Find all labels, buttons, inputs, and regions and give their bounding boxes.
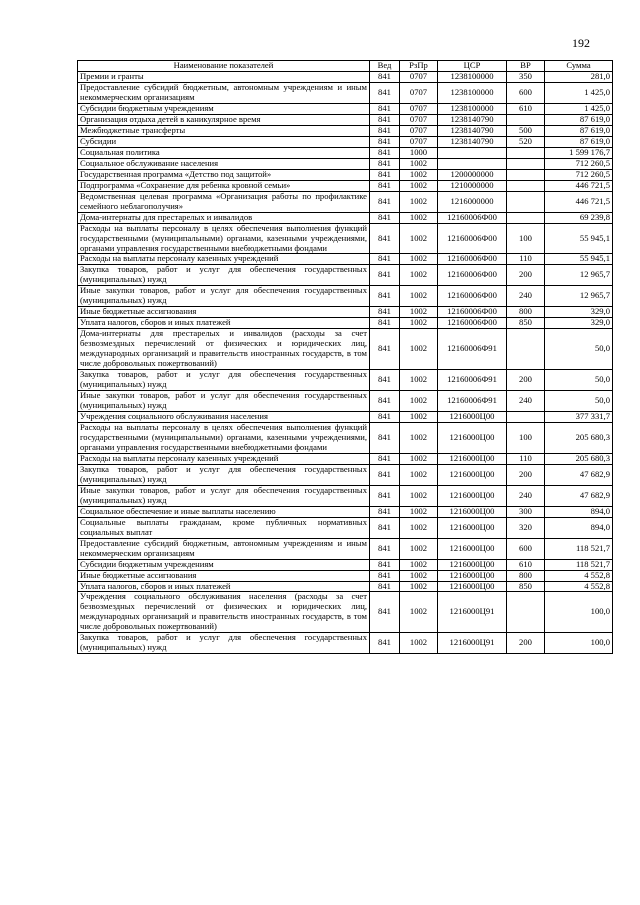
cell-ved: 841 (370, 169, 400, 180)
table-row (78, 412, 613, 423)
cell-sum: 712 260,5 (545, 158, 613, 169)
cell-ved: 841 (370, 147, 400, 158)
cell-vr: 800 (507, 570, 545, 581)
table-row (78, 103, 613, 114)
cell-ved: 841 (370, 72, 400, 83)
column-header-name: Наименование показателей (78, 61, 370, 72)
cell-vr: 200 (507, 464, 545, 485)
cell-rzpr: 1002 (400, 581, 438, 592)
cell-sum: 87 619,0 (545, 125, 613, 136)
cell-ved: 841 (370, 391, 400, 412)
cell-rzpr: 1002 (400, 570, 438, 581)
cell-rzpr: 1002 (400, 212, 438, 223)
cell-csr: 1216000Ц91 (438, 633, 507, 654)
table-row (78, 464, 613, 485)
cell-sum: 118 521,7 (545, 559, 613, 570)
cell-sum: 69 239,8 (545, 212, 613, 223)
cell-sum: 100,0 (545, 592, 613, 633)
cell-sum: 446 721,5 (545, 191, 613, 212)
cell-csr: 12160006Ф00 (438, 254, 507, 265)
cell-sum: 87 619,0 (545, 136, 613, 147)
cell-rzpr: 1002 (400, 559, 438, 570)
cell-ved: 841 (370, 633, 400, 654)
cell-csr: 12160006Ф00 (438, 318, 507, 329)
cell-sum: 377 331,7 (545, 412, 613, 423)
cell-vr: 200 (507, 633, 545, 654)
column-header-csr: ЦСР (438, 61, 507, 72)
cell-sum: 50,0 (545, 391, 613, 412)
cell-ved: 841 (370, 559, 400, 570)
cell-ved: 841 (370, 82, 400, 103)
cell-rzpr: 1002 (400, 307, 438, 318)
cell-csr: 1216000Ц91 (438, 592, 507, 633)
table-row (78, 223, 613, 254)
cell-vr: 600 (507, 82, 545, 103)
cell-name: Субсидии (78, 136, 370, 147)
cell-name: Подпрограмма «Сохранение для ребенка кровной семьи» (78, 180, 370, 191)
cell-rzpr: 1002 (400, 485, 438, 506)
table-row (78, 169, 613, 180)
cell-vr (507, 329, 545, 370)
table-row (78, 286, 613, 307)
cell-name: Социальные выплаты гражданам, кроме публичных нормативных социальных выплат (78, 517, 370, 538)
table-row (78, 592, 613, 633)
cell-ved: 841 (370, 581, 400, 592)
cell-csr: 12160006Ф00 (438, 265, 507, 286)
cell-ved: 841 (370, 114, 400, 125)
cell-name: Расходы на выплаты персоналу казенных учреждений (78, 453, 370, 464)
cell-name: Иные бюджетные ассигнования (78, 307, 370, 318)
cell-csr: 12160006Ф91 (438, 370, 507, 391)
cell-name: Закупка товаров, работ и услуг для обеспечения государственных (муниципальных) нужд (78, 464, 370, 485)
cell-rzpr: 1000 (400, 147, 438, 158)
cell-name: Организация отдыха детей в каникулярное время (78, 114, 370, 125)
cell-rzpr: 1002 (400, 592, 438, 633)
cell-sum: 118 521,7 (545, 538, 613, 559)
cell-ved: 841 (370, 286, 400, 307)
cell-ved: 841 (370, 254, 400, 265)
cell-name: Межбюджетные трансферты (78, 125, 370, 136)
cell-rzpr: 0707 (400, 114, 438, 125)
cell-sum: 1 425,0 (545, 103, 613, 114)
cell-vr (507, 180, 545, 191)
table-row (78, 72, 613, 83)
column-header-rzpr: РзПр (400, 61, 438, 72)
cell-vr: 850 (507, 581, 545, 592)
cell-csr: 12160006Ф00 (438, 307, 507, 318)
cell-rzpr: 1002 (400, 517, 438, 538)
cell-sum: 12 965,7 (545, 286, 613, 307)
cell-ved: 841 (370, 212, 400, 223)
cell-sum: 55 945,1 (545, 254, 613, 265)
cell-ved: 841 (370, 570, 400, 581)
cell-ved: 841 (370, 538, 400, 559)
cell-sum: 446 721,5 (545, 180, 613, 191)
cell-csr: 1238100000 (438, 103, 507, 114)
cell-rzpr: 1002 (400, 453, 438, 464)
table-row (78, 581, 613, 592)
cell-rzpr: 0707 (400, 136, 438, 147)
cell-vr: 100 (507, 223, 545, 254)
cell-sum: 55 945,1 (545, 223, 613, 254)
table-row (78, 147, 613, 158)
cell-csr: 1216000Ц00 (438, 453, 507, 464)
cell-rzpr: 1002 (400, 286, 438, 307)
cell-vr (507, 169, 545, 180)
cell-vr: 350 (507, 72, 545, 83)
cell-sum: 894,0 (545, 517, 613, 538)
cell-vr: 520 (507, 136, 545, 147)
cell-name: Закупка товаров, работ и услуг для обеспечения государственных (муниципальных) нужд (78, 633, 370, 654)
cell-csr: 1200000000 (438, 169, 507, 180)
cell-sum: 1 425,0 (545, 82, 613, 103)
table-row (78, 307, 613, 318)
cell-ved: 841 (370, 412, 400, 423)
table-row (78, 422, 613, 453)
table-row (78, 265, 613, 286)
cell-sum: 87 619,0 (545, 114, 613, 125)
column-header-vr: ВР (507, 61, 545, 72)
cell-sum: 4 552,8 (545, 570, 613, 581)
table-row (78, 180, 613, 191)
cell-vr: 110 (507, 254, 545, 265)
table-row (78, 570, 613, 581)
cell-ved: 841 (370, 223, 400, 254)
cell-ved: 841 (370, 506, 400, 517)
cell-csr: 1216000Ц00 (438, 538, 507, 559)
cell-sum: 712 260,5 (545, 169, 613, 180)
cell-csr: 1216000Ц00 (438, 506, 507, 517)
cell-vr: 200 (507, 370, 545, 391)
cell-name: Расходы на выплаты персоналу в целях обеспечения выполнения функций государственными (муниципальными) органами, казенными учреждениями, органами управления государственными внебюджетными фондами (78, 223, 370, 254)
cell-vr (507, 114, 545, 125)
cell-csr: 1216000Ц00 (438, 485, 507, 506)
cell-name: Учреждения социального обслуживания населения (расходы за счет безвозмездных перечислений от физических и юридических лиц, международных организаций и правительств иностранных государств, в том числе добровольных пожертвований) (78, 592, 370, 633)
cell-name: Дома-интернаты для престарелых и инвалидов (78, 212, 370, 223)
table-body (78, 72, 613, 654)
cell-name: Социальная политика (78, 147, 370, 158)
cell-name: Закупка товаров, работ и услуг для обеспечения государственных (муниципальных) нужд (78, 370, 370, 391)
cell-ved: 841 (370, 464, 400, 485)
cell-csr: 1238140790 (438, 125, 507, 136)
cell-vr: 320 (507, 517, 545, 538)
cell-csr: 1238140790 (438, 136, 507, 147)
cell-name: Уплата налогов, сборов и иных платежей (78, 318, 370, 329)
table-row (78, 318, 613, 329)
cell-sum: 4 552,8 (545, 581, 613, 592)
cell-sum: 205 680,3 (545, 422, 613, 453)
cell-vr (507, 412, 545, 423)
table-row (78, 633, 613, 654)
cell-name: Учреждения социального обслуживания населения (78, 412, 370, 423)
cell-sum: 329,0 (545, 318, 613, 329)
cell-ved: 841 (370, 103, 400, 114)
cell-csr: 1216000Ц00 (438, 464, 507, 485)
cell-sum: 12 965,7 (545, 265, 613, 286)
table-row (78, 136, 613, 147)
cell-ved: 841 (370, 136, 400, 147)
cell-name: Субсидии бюджетным учреждениям (78, 559, 370, 570)
cell-sum: 50,0 (545, 329, 613, 370)
cell-ved: 841 (370, 370, 400, 391)
cell-ved: 841 (370, 191, 400, 212)
cell-ved: 841 (370, 422, 400, 453)
cell-vr: 110 (507, 453, 545, 464)
cell-ved: 841 (370, 592, 400, 633)
cell-name: Уплата налогов, сборов и иных платежей (78, 581, 370, 592)
cell-vr: 240 (507, 286, 545, 307)
cell-ved: 841 (370, 517, 400, 538)
cell-rzpr: 1002 (400, 158, 438, 169)
cell-ved: 841 (370, 125, 400, 136)
header-row (78, 61, 613, 72)
cell-vr (507, 191, 545, 212)
cell-vr: 200 (507, 265, 545, 286)
cell-csr: 12160006Ф00 (438, 286, 507, 307)
table-row (78, 158, 613, 169)
cell-csr: 12160006Ф91 (438, 329, 507, 370)
cell-csr: 1216000Ц00 (438, 559, 507, 570)
column-header-ved: Вед (370, 61, 400, 72)
cell-vr: 500 (507, 125, 545, 136)
cell-name: Социальное обслуживание населения (78, 158, 370, 169)
cell-sum: 281,0 (545, 72, 613, 83)
cell-sum: 329,0 (545, 307, 613, 318)
table-row (78, 191, 613, 212)
cell-rzpr: 1002 (400, 422, 438, 453)
table-header (78, 61, 613, 72)
cell-vr (507, 147, 545, 158)
cell-sum: 50,0 (545, 370, 613, 391)
table-row (78, 125, 613, 136)
cell-rzpr: 0707 (400, 103, 438, 114)
cell-csr (438, 147, 507, 158)
cell-ved: 841 (370, 453, 400, 464)
cell-name: Иные закупки товаров, работ и услуг для обеспечения государственных (муниципальных) нужд (78, 485, 370, 506)
table-row (78, 254, 613, 265)
cell-name: Премии и гранты (78, 72, 370, 83)
cell-sum: 47 682,9 (545, 464, 613, 485)
cell-rzpr: 1002 (400, 370, 438, 391)
column-header-sum: Сумма (545, 61, 613, 72)
cell-name: Социальное обеспечение и иные выплаты населению (78, 506, 370, 517)
cell-rzpr: 1002 (400, 506, 438, 517)
cell-ved: 841 (370, 307, 400, 318)
cell-vr: 300 (507, 506, 545, 517)
cell-rzpr: 1002 (400, 329, 438, 370)
cell-name: Иные бюджетные ассигнования (78, 570, 370, 581)
table-row (78, 391, 613, 412)
cell-rzpr: 0707 (400, 72, 438, 83)
table-row (78, 329, 613, 370)
cell-vr: 240 (507, 485, 545, 506)
cell-vr: 600 (507, 538, 545, 559)
cell-vr: 800 (507, 307, 545, 318)
table-row (78, 559, 613, 570)
cell-csr: 12160006Ф91 (438, 391, 507, 412)
page-number: 192 (572, 36, 590, 50)
cell-csr: 1216000Ц00 (438, 412, 507, 423)
cell-name: Ведомственная целевая программа «Организация работы по профилактике семейного неблагополучия» (78, 191, 370, 212)
cell-sum: 100,0 (545, 633, 613, 654)
cell-name: Государственная программа «Детство под защитой» (78, 169, 370, 180)
cell-csr (438, 158, 507, 169)
cell-name: Расходы на выплаты персоналу казенных учреждений (78, 254, 370, 265)
cell-csr: 1216000000 (438, 191, 507, 212)
cell-vr: 610 (507, 559, 545, 570)
cell-csr: 1210000000 (438, 180, 507, 191)
cell-vr (507, 592, 545, 633)
cell-rzpr: 1002 (400, 464, 438, 485)
cell-name: Дома-интернаты для престарелых и инвалидов (расходы за счет безвозмездных перечислений от физических и юридических лиц, международных организаций и правительств иностранных государств, в том числе добровольных пожертвований) (78, 329, 370, 370)
table-row (78, 114, 613, 125)
cell-name: Иные закупки товаров, работ и услуг для обеспечения государственных (муниципальных) нужд (78, 391, 370, 412)
cell-rzpr: 1002 (400, 169, 438, 180)
cell-ved: 841 (370, 318, 400, 329)
table-row (78, 453, 613, 464)
cell-rzpr: 1002 (400, 180, 438, 191)
cell-rzpr: 1002 (400, 633, 438, 654)
table-row (78, 506, 613, 517)
cell-csr: 1216000Ц00 (438, 422, 507, 453)
cell-rzpr: 0707 (400, 125, 438, 136)
cell-ved: 841 (370, 158, 400, 169)
cell-sum: 47 682,9 (545, 485, 613, 506)
cell-name: Расходы на выплаты персоналу в целях обеспечения выполнения функций государственными (муниципальными) органами, казенными учреждениями, органами управления государственными внебюджетными фондами (78, 422, 370, 453)
table-row (78, 538, 613, 559)
cell-rzpr: 0707 (400, 82, 438, 103)
cell-vr: 240 (507, 391, 545, 412)
cell-csr: 1216000Ц00 (438, 570, 507, 581)
budget-table (77, 60, 613, 654)
cell-vr: 850 (507, 318, 545, 329)
cell-name: Предоставление субсидий бюджетным, автономным учреждениям и иным некоммерческим организациям (78, 82, 370, 103)
table-row (78, 212, 613, 223)
cell-name: Иные закупки товаров, работ и услуг для обеспечения государственных (муниципальных) нужд (78, 286, 370, 307)
table-row (78, 517, 613, 538)
cell-csr: 1238100000 (438, 82, 507, 103)
cell-rzpr: 1002 (400, 254, 438, 265)
cell-name: Закупка товаров, работ и услуг для обеспечения государственных (муниципальных) нужд (78, 265, 370, 286)
cell-rzpr: 1002 (400, 191, 438, 212)
cell-ved: 841 (370, 329, 400, 370)
cell-ved: 841 (370, 485, 400, 506)
cell-rzpr: 1002 (400, 265, 438, 286)
cell-csr: 12160006Ф00 (438, 223, 507, 254)
table-row (78, 485, 613, 506)
table-row (78, 370, 613, 391)
cell-name: Субсидии бюджетным учреждениям (78, 103, 370, 114)
cell-rzpr: 1002 (400, 391, 438, 412)
cell-vr: 100 (507, 422, 545, 453)
cell-ved: 841 (370, 180, 400, 191)
cell-vr: 610 (507, 103, 545, 114)
cell-csr: 12160006Ф00 (438, 212, 507, 223)
cell-ved: 841 (370, 265, 400, 286)
cell-csr: 1238100000 (438, 72, 507, 83)
cell-csr: 1238140790 (438, 114, 507, 125)
cell-rzpr: 1002 (400, 223, 438, 254)
cell-rzpr: 1002 (400, 538, 438, 559)
cell-vr (507, 212, 545, 223)
cell-sum: 205 680,3 (545, 453, 613, 464)
table-row (78, 82, 613, 103)
cell-rzpr: 1002 (400, 318, 438, 329)
cell-sum: 1 599 176,7 (545, 147, 613, 158)
cell-sum: 894,0 (545, 506, 613, 517)
cell-csr: 1216000Ц00 (438, 581, 507, 592)
cell-vr (507, 158, 545, 169)
cell-name: Предоставление субсидий бюджетным, автономным учреждениям и иным некоммерческим организациям (78, 538, 370, 559)
cell-csr: 1216000Ц00 (438, 517, 507, 538)
cell-rzpr: 1002 (400, 412, 438, 423)
